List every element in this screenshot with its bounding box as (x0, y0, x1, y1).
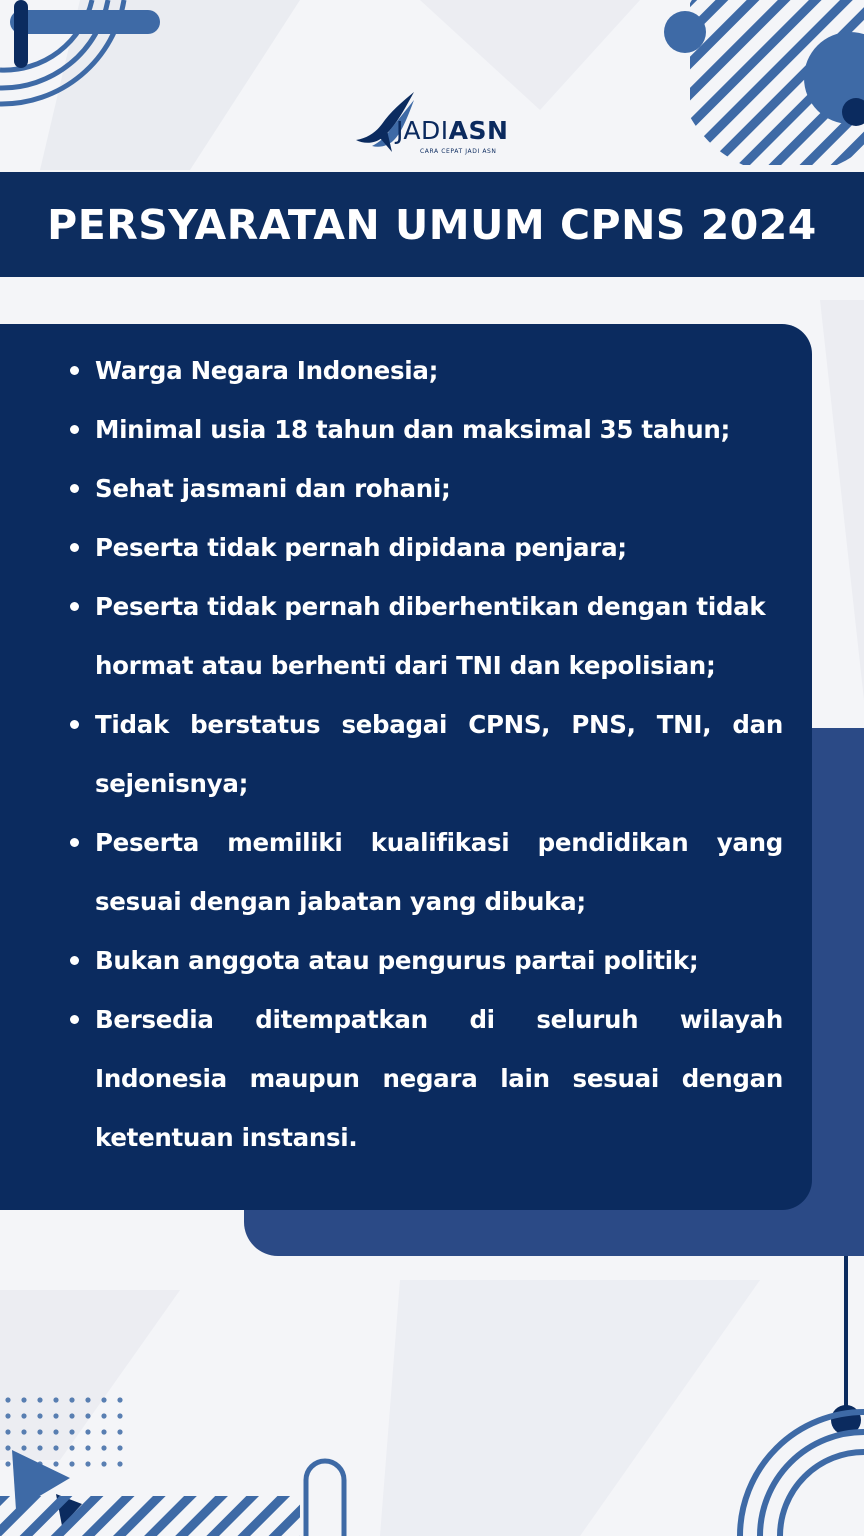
list-item: Bukan anggota atau pengurus partai politik; (95, 931, 783, 990)
brand-name (396, 118, 508, 143)
list-item: Sehat jasmani dan rohani; (95, 459, 783, 518)
list-item: Bersedia ditempatkan di seluruh wilayah Indonesia maupun negara lain sesuai dengan ketentuan instansi. (95, 990, 783, 1167)
brand-tagline: CARA CEPAT JADI ASN (420, 148, 497, 155)
list-item: Minimal usia 18 tahun dan maksimal 35 tahun; (95, 400, 783, 459)
brand-logo (350, 88, 520, 160)
list-item: Peserta tidak pernah dipidana penjara; (95, 518, 783, 577)
brand-name-light: JADI (396, 116, 449, 145)
u-shape-icon (306, 1461, 344, 1536)
title-banner (0, 172, 864, 277)
list-item: Warga Negara Indonesia; (95, 341, 783, 400)
brand-name-bold: ASN (448, 116, 509, 145)
requirements-list (95, 341, 783, 1167)
pill-top-left-icon (10, 10, 160, 34)
list-item: Peserta tidak pernah diberhentikan dengan tidak hormat atau berhenti dari TNI dan kepolisian; (95, 577, 783, 695)
list-item: Tidak berstatus sebagai CPNS, PNS, TNI, dan sejenisnya; (95, 695, 783, 813)
circle-dot-icon (664, 11, 706, 53)
list-item: Peserta memiliki kualifikasi pendidikan yang sesuai dengan jabatan yang dibuka; (95, 813, 783, 931)
page-title: PERSYARATAN UMUM CPNS 2024 (47, 200, 817, 249)
